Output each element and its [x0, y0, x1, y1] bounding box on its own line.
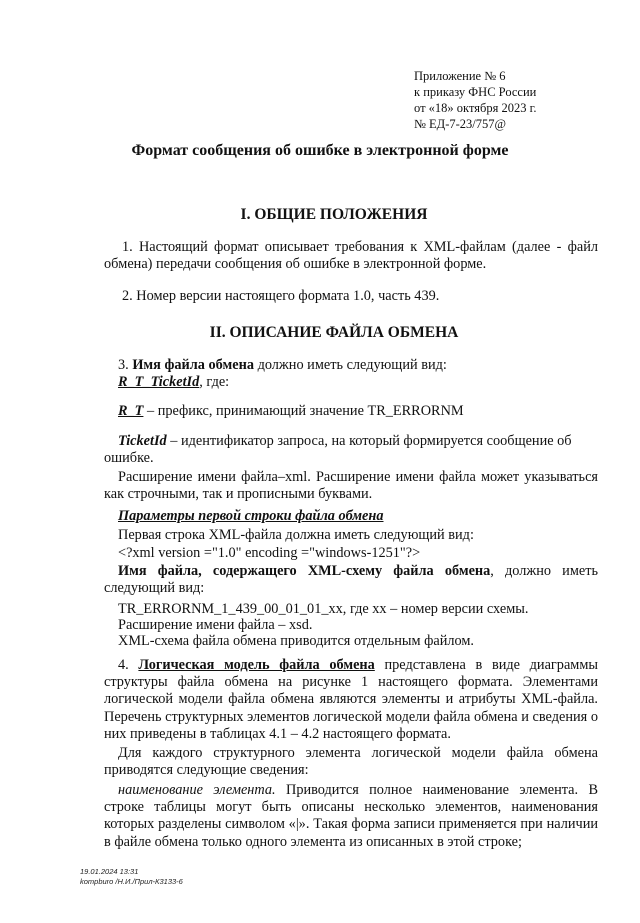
item-3-rest: должно иметь следующий вид: — [257, 357, 447, 373]
element-name-description: Приводится полное наименование элемента. В строке таблицы могут быть описаны несколько элементов, наименования которых разделены символом «|». Такая форма записи применяется при наличии в файле обмена только одного элемента из описанных в этой строке; — [104, 782, 598, 850]
ticketid-definition — [104, 433, 598, 467]
rt-definition — [104, 403, 598, 420]
filename-suffix: , где: — [199, 374, 230, 390]
schema-bold: Имя файла, содержащего XML-схему файла обмена — [118, 563, 491, 579]
each-element-paragraph: Для каждого структурного элемента логической модели файла обмена приводятся следующие сведения: — [104, 745, 598, 779]
item-4-number: 4. — [118, 657, 129, 673]
paragraph-2: 2. Номер версии настоящего формата 1.0, часть 439. — [122, 288, 440, 304]
paragraph-1: 1. Настоящий формат описывает требования к XML-файлам (далее - файл обмена) передачи сообщения об ошибке в электронной форме. — [104, 239, 598, 273]
element-name-paragraph — [104, 782, 598, 851]
print-footer — [80, 867, 183, 887]
footer-timestamp: 19.01.2024 13:31 — [80, 867, 139, 876]
rt-description: – префикс, принимающий значение TR_ERRORNM — [147, 403, 464, 419]
item-4-rest: представлена в виде диаграммы структуры файла обмена на рисунке 1 настоящего формата. Элементами логической модели файла обмена являются элементы и атрибуты XML-файла. Перечень структурных элементов логической модели файла обмена и сведения о них приведены в таблицах 4.1 – 4.2 настоящего формата. — [104, 657, 598, 742]
schema-rest: , должно иметь следующий вид: — [104, 563, 598, 597]
item-3-heading — [104, 357, 598, 374]
item-3-bold: Имя файла обмена — [132, 357, 254, 373]
annex-header — [414, 68, 536, 132]
schema-name-paragraph — [104, 563, 598, 597]
rt-term: R_T — [118, 403, 144, 419]
item-4-bold: Логическая модель файла обмена — [138, 657, 375, 673]
item-4-paragraph — [104, 657, 598, 743]
schema-separate-file: XML-схема файла обмена приводится отдельным файлом. — [118, 633, 475, 649]
filename-pattern-line — [104, 374, 598, 391]
item-3-number: 3. — [118, 357, 129, 373]
schema-name: TR_ERRORNM_1_439_00_01_01_xx, где xx – номер версии схемы. — [118, 601, 529, 617]
first-line-text: Первая строка XML-файла должна иметь следующий вид: — [118, 527, 474, 543]
annex-order-date: от «18» октября 2023 г. — [414, 101, 537, 115]
schema-extension: Расширение имени файла – xsd. — [118, 617, 313, 633]
first-line-heading: Параметры первой строки файла обмена — [118, 508, 384, 524]
annex-order-number: № ЕД-7-23/757@ — [414, 117, 507, 131]
element-name-term: наименование элемента. — [118, 782, 276, 798]
annex-order-ref: к приказу ФНС России — [414, 85, 537, 99]
xml-declaration: <?xml version ="1.0" encoding ="windows-1251"?> — [118, 545, 421, 561]
ticketid-term: TicketId — [118, 433, 167, 449]
section-1-title: I. ОБЩИЕ ПОЛОЖЕНИЯ — [240, 206, 428, 223]
footer-file-ref: kompburo /Н.И./Прил-К3133-6 — [80, 877, 183, 886]
annex-number: Приложение № 6 — [414, 69, 506, 83]
document-title: Формат сообщения об ошибке в электронной форме — [131, 142, 509, 159]
extension-paragraph: Расширение имени файла–xml. Расширение имени файла может указываться как строчными, так и прописными буквами. — [104, 469, 598, 503]
ticketid-description: – идентификатор запроса, на который формируется сообщение об ошибке. — [104, 433, 572, 467]
filename-pattern: R_T_TicketId — [118, 374, 200, 390]
section-2-title: II. ОПИСАНИЕ ФАЙЛА ОБМЕНА — [209, 324, 459, 341]
